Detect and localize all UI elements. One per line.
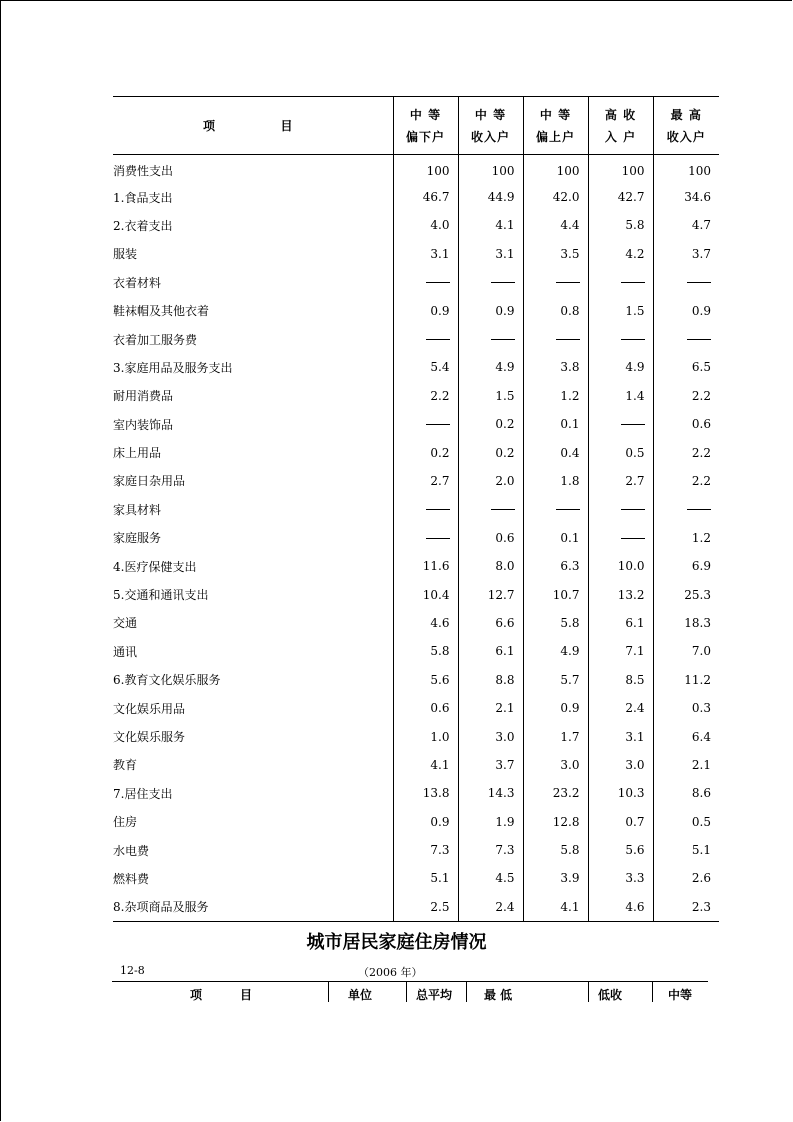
cell-value: 1.2 (653, 524, 719, 552)
dash-mark (426, 424, 450, 425)
cell-value: 5.8 (523, 836, 588, 864)
cell-value: 23.2 (523, 779, 588, 807)
consumption-structure-table (113, 96, 719, 922)
cell-value: 0.9 (393, 296, 458, 324)
table-row (113, 836, 719, 864)
cell-value: 0.9 (653, 296, 719, 324)
cell-value: 1.9 (458, 807, 523, 835)
row-label: 衣着材料 (113, 275, 162, 290)
table-row (113, 353, 719, 381)
cell-value: 4.9 (523, 637, 588, 665)
cell-value: 2.1 (653, 751, 719, 779)
row-label: 家庭日杂用品 (113, 474, 186, 489)
table-row (113, 325, 719, 353)
cell-value: 11.2 (653, 666, 719, 694)
cell-no-data (653, 325, 719, 353)
table-year: （2006 年） (358, 966, 423, 979)
table-row (113, 552, 719, 580)
header-item-left: 项 (203, 118, 216, 133)
cell-value: 5.8 (523, 609, 588, 637)
cell-value: 4.6 (588, 893, 653, 921)
table-body (113, 155, 719, 922)
cell-value: 0.5 (653, 807, 719, 835)
dash-mark (556, 509, 580, 510)
cell-value: 10.7 (523, 580, 588, 608)
cell-value: 14.3 (458, 779, 523, 807)
row-label: 鞋袜帽及其他衣着 (113, 304, 210, 319)
cell-value: 2.7 (393, 467, 458, 495)
row-label: 文化娱乐用品 (113, 701, 186, 716)
table-row (113, 666, 719, 694)
header-col-line1: 中 等 (474, 107, 507, 122)
cell-value: 3.0 (458, 722, 523, 750)
cell-value: 0.2 (458, 438, 523, 466)
header-item (113, 97, 393, 155)
cell-value: 4.0 (393, 211, 458, 239)
cell-value: 1.5 (588, 296, 653, 324)
cell-value: 3.7 (653, 240, 719, 268)
cell-value: 7.1 (588, 637, 653, 665)
cell-value: 4.4 (523, 211, 588, 239)
cell-value: 10.3 (588, 779, 653, 807)
cell-value: 4.1 (523, 893, 588, 921)
header2-unit: 单位 (348, 988, 373, 1002)
cell-value: 2.4 (588, 694, 653, 722)
cell-value: 6.1 (588, 609, 653, 637)
dash-mark (556, 339, 580, 340)
dash-mark (621, 339, 645, 340)
dash-mark (621, 538, 645, 539)
cell-value: 0.6 (458, 524, 523, 552)
column-divider (588, 982, 589, 1002)
cell-value: 2.3 (653, 893, 719, 921)
header-col-line2: 收入户 (470, 129, 510, 144)
cell-value: 6.4 (653, 722, 719, 750)
row-label: 5.交通和通讯支出 (113, 588, 209, 603)
cell-value: 8.0 (458, 552, 523, 580)
row-label: 通讯 (113, 644, 138, 659)
column-divider (652, 982, 653, 1002)
header-col-lower-middle (393, 97, 458, 155)
cell-value: 0.1 (523, 410, 588, 438)
cell-value: 0.9 (523, 694, 588, 722)
header-col-line1: 中 等 (539, 107, 572, 122)
row-label: 消费性支出 (113, 164, 174, 179)
column-divider (328, 982, 329, 1002)
cell-value: 5.8 (393, 637, 458, 665)
cell-value: 0.1 (523, 524, 588, 552)
table-row (113, 211, 719, 239)
row-label: 1.食品支出 (113, 190, 173, 205)
row-label: 水电费 (113, 843, 150, 858)
cell-value: 3.1 (393, 240, 458, 268)
header2-lowest: 最 低 (484, 988, 513, 1002)
cell-no-data (393, 325, 458, 353)
header2-item-left: 项 (190, 988, 203, 1002)
table-row (113, 893, 719, 921)
cell-no-data (523, 325, 588, 353)
cell-value: 8.6 (653, 779, 719, 807)
header-col-line2: 偏下户 (405, 129, 445, 144)
header-col-line2: 入 户 (604, 129, 637, 144)
row-label: 家具材料 (113, 502, 162, 517)
table-row (113, 864, 719, 892)
row-label: 4.医疗保健支出 (113, 559, 197, 574)
cell-no-data (653, 495, 719, 523)
cell-value: 5.8 (588, 211, 653, 239)
cell-value: 100 (458, 155, 523, 183)
cell-value: 12.7 (458, 580, 523, 608)
row-label: 2.衣着支出 (113, 218, 173, 233)
column-divider (406, 982, 407, 1002)
dash-mark (556, 282, 580, 283)
cell-value: 2.2 (653, 438, 719, 466)
cell-value: 0.5 (588, 438, 653, 466)
cell-value: 5.1 (653, 836, 719, 864)
section-title: 城市居民家庭住房情况 (306, 932, 487, 953)
table-row (113, 637, 719, 665)
cell-value: 1.2 (523, 382, 588, 410)
cell-no-data (393, 268, 458, 296)
cell-value: 1.4 (588, 382, 653, 410)
cell-no-data (588, 524, 653, 552)
cell-value: 12.8 (523, 807, 588, 835)
cell-value: 4.2 (588, 240, 653, 268)
row-label: 燃料费 (113, 871, 150, 886)
table-row (113, 467, 719, 495)
cell-value: 3.9 (523, 864, 588, 892)
row-label: 6.教育文化娱乐服务 (113, 673, 221, 688)
cell-value: 5.6 (393, 666, 458, 694)
cell-value: 2.2 (653, 382, 719, 410)
header2-middle: 中等 (668, 988, 693, 1002)
table-row (113, 580, 719, 608)
column-divider (466, 982, 467, 1002)
cell-value: 3.0 (523, 751, 588, 779)
cell-value: 2.0 (458, 467, 523, 495)
header-col-middle (458, 97, 523, 155)
header-col-upper-middle (523, 97, 588, 155)
cell-value: 2.7 (588, 467, 653, 495)
cell-value: 13.2 (588, 580, 653, 608)
row-label: 住房 (113, 815, 138, 830)
header-item-right: 目 (280, 118, 293, 133)
cell-no-data (588, 495, 653, 523)
cell-no-data (588, 410, 653, 438)
cell-value: 25.3 (653, 580, 719, 608)
header-col-line2: 收入户 (666, 129, 706, 144)
cell-value: 2.6 (653, 864, 719, 892)
header2-low-income: 低收 (598, 988, 623, 1002)
table-row (113, 495, 719, 523)
row-label: 7.居住支出 (113, 786, 173, 801)
cell-no-data (588, 325, 653, 353)
row-label: 教育 (113, 758, 138, 773)
row-label: 室内装饰品 (113, 417, 174, 432)
cell-value: 100 (653, 155, 719, 183)
cell-value: 10.0 (588, 552, 653, 580)
dash-mark (491, 282, 515, 283)
row-label: 交通 (113, 616, 138, 631)
cell-value: 42.0 (523, 183, 588, 211)
cell-value: 8.5 (588, 666, 653, 694)
cell-value: 5.6 (588, 836, 653, 864)
table-row (113, 183, 719, 211)
cell-value: 0.7 (588, 807, 653, 835)
dash-mark (687, 509, 711, 510)
dash-mark (426, 339, 450, 340)
cell-value: 7.0 (653, 637, 719, 665)
cell-no-data (393, 495, 458, 523)
cell-value: 4.9 (458, 353, 523, 381)
cell-no-data (458, 495, 523, 523)
table-row (113, 609, 719, 637)
cell-value: 7.3 (393, 836, 458, 864)
table-row (113, 807, 719, 835)
cell-value: 3.5 (523, 240, 588, 268)
cell-value: 0.9 (458, 296, 523, 324)
cell-no-data (653, 268, 719, 296)
table-row (113, 524, 719, 552)
cell-value: 6.9 (653, 552, 719, 580)
table-row (113, 694, 719, 722)
dash-mark (621, 509, 645, 510)
cell-value: 5.7 (523, 666, 588, 694)
cell-value: 7.3 (458, 836, 523, 864)
cell-value: 8.8 (458, 666, 523, 694)
cell-value: 13.8 (393, 779, 458, 807)
cell-value: 3.1 (588, 722, 653, 750)
cell-value: 0.3 (653, 694, 719, 722)
dash-mark (426, 282, 450, 283)
cell-value: 4.5 (458, 864, 523, 892)
table-row (113, 382, 719, 410)
cell-value: 18.3 (653, 609, 719, 637)
cell-value: 0.6 (393, 694, 458, 722)
cell-value: 6.6 (458, 609, 523, 637)
cell-value: 6.3 (523, 552, 588, 580)
dash-mark (621, 282, 645, 283)
header-col-line1: 中 等 (409, 107, 442, 122)
cell-value: 0.4 (523, 438, 588, 466)
cell-value: 0.2 (393, 438, 458, 466)
table-header-row (113, 97, 719, 155)
table-row (113, 155, 719, 183)
row-label: 耐用消费品 (113, 389, 174, 404)
cell-value: 2.2 (393, 382, 458, 410)
row-label: 床上用品 (113, 446, 162, 461)
cell-value: 3.0 (588, 751, 653, 779)
cell-no-data (458, 268, 523, 296)
cell-value: 100 (523, 155, 588, 183)
table-row (113, 296, 719, 324)
cell-value: 0.8 (523, 296, 588, 324)
header2-total-avg: 总平均 (416, 988, 453, 1002)
dash-mark (621, 424, 645, 425)
cell-value: 1.7 (523, 722, 588, 750)
dash-mark (491, 339, 515, 340)
cell-value: 6.1 (458, 637, 523, 665)
cell-value: 4.7 (653, 211, 719, 239)
table-row (113, 410, 719, 438)
cell-value: 4.9 (588, 353, 653, 381)
table-row (113, 722, 719, 750)
cell-value: 11.6 (393, 552, 458, 580)
cell-value: 2.5 (393, 893, 458, 921)
cell-value: 1.5 (458, 382, 523, 410)
row-label: 文化娱乐服务 (113, 730, 186, 744)
cell-value: 3.1 (458, 240, 523, 268)
cell-no-data (523, 268, 588, 296)
cell-value: 4.1 (393, 751, 458, 779)
cell-no-data (523, 495, 588, 523)
cell-value: 0.6 (653, 410, 719, 438)
cell-value: 1.8 (523, 467, 588, 495)
cell-value: 2.4 (458, 893, 523, 921)
housing-table-header (112, 981, 708, 1002)
cell-value: 5.1 (393, 864, 458, 892)
cell-value: 100 (393, 155, 458, 183)
cell-value: 2.2 (653, 467, 719, 495)
table-row (113, 779, 719, 807)
dash-mark (687, 339, 711, 340)
cell-no-data (588, 268, 653, 296)
header-col-highest (653, 97, 719, 155)
dash-mark (426, 509, 450, 510)
row-label: 衣着加工服务费 (113, 332, 198, 347)
cell-value: 42.7 (588, 183, 653, 211)
header-col-line1: 最 高 (670, 107, 702, 122)
cell-value: 5.4 (393, 353, 458, 381)
cell-value: 6.5 (653, 353, 719, 381)
cell-value: 0.2 (458, 410, 523, 438)
cell-value: 2.1 (458, 694, 523, 722)
dash-mark (491, 509, 515, 510)
table-row (113, 751, 719, 779)
cell-value: 4.6 (393, 609, 458, 637)
cell-value: 34.6 (653, 183, 719, 211)
table-row (113, 268, 719, 296)
cell-value: 4.1 (458, 211, 523, 239)
table-number: 12-8 (120, 964, 145, 977)
cell-value: 3.8 (523, 353, 588, 381)
table-row (113, 438, 719, 466)
cell-value: 100 (588, 155, 653, 183)
row-label: 服装 (113, 247, 138, 262)
cell-value: 3.3 (588, 864, 653, 892)
cell-no-data (393, 410, 458, 438)
row-label: 8.杂项商品及服务 (113, 893, 393, 921)
header-col-line1: 高 收 (604, 107, 637, 122)
cell-value: 1.0 (393, 722, 458, 750)
cell-value: 44.9 (458, 183, 523, 211)
row-label: 3.家庭用品及服务支出 (113, 360, 233, 375)
cell-value: 3.7 (458, 751, 523, 779)
cell-value: 0.9 (393, 807, 458, 835)
cell-value: 10.4 (393, 580, 458, 608)
dash-mark (426, 538, 450, 539)
cell-no-data (393, 524, 458, 552)
row-label: 家庭服务 (113, 531, 162, 546)
cell-value: 46.7 (393, 183, 458, 211)
header2-item-right: 目 (240, 988, 253, 1002)
cell-no-data (458, 325, 523, 353)
header-col-line2: 偏上户 (535, 129, 575, 144)
table-row (113, 240, 719, 268)
dash-mark (687, 282, 711, 283)
header-col-high (588, 97, 653, 155)
